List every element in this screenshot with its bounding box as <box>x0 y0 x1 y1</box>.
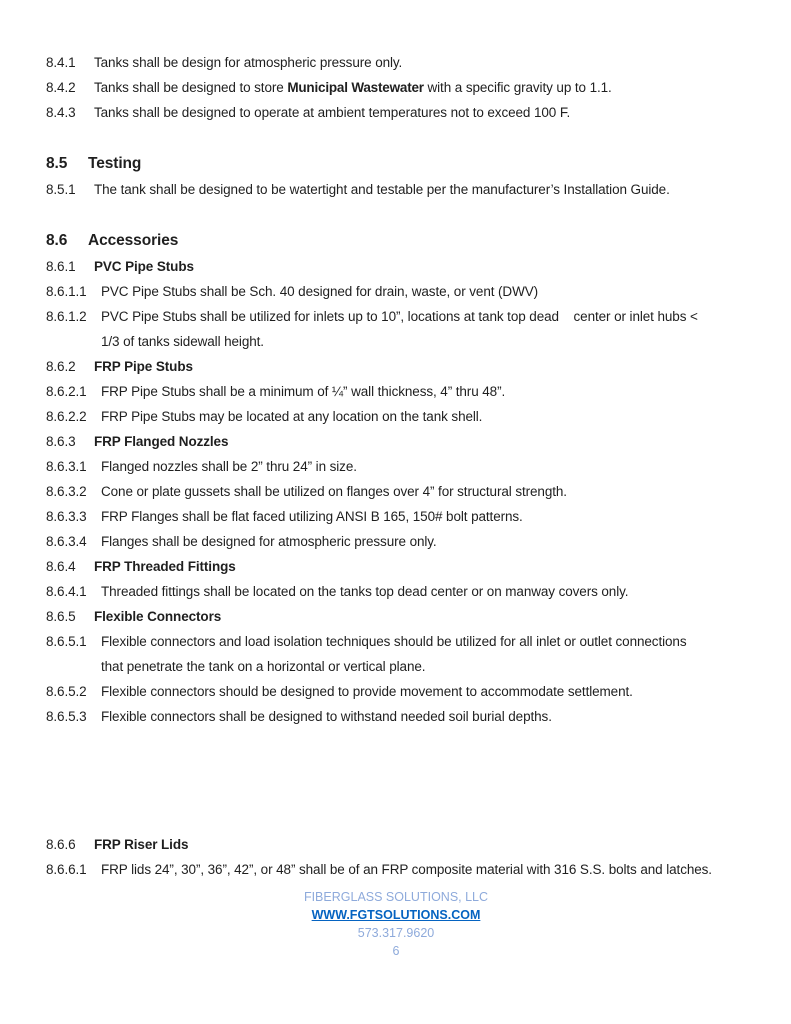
item-number: 8.6.5.3 <box>46 709 87 724</box>
footer-website-link[interactable]: WWW.FGTSOLUTIONS.COM <box>311 908 481 922</box>
inline-text: Tanks shall be designed to operate at ambient temperatures not to exceed 100 F. <box>94 105 571 120</box>
spec-item-8.6.1.2 <box>46 304 746 354</box>
item-number: 8.6.2 <box>46 359 76 374</box>
item-number: 8.5 <box>46 155 68 172</box>
item-text <box>94 177 746 202</box>
spec-item-8.6.5.1 <box>46 629 746 679</box>
item-number: 8.6 <box>46 232 68 249</box>
inline-text: Tanks shall be design for atmospheric pressure only. <box>94 55 403 70</box>
item-text <box>101 379 746 404</box>
section-title: Accessories <box>88 232 179 249</box>
item-text <box>101 279 746 304</box>
item-text <box>101 454 746 479</box>
inline-text: FRP lids 24”, 30”, 36”, 42”, or 48” shall be of an FRP composite material with 316 S.S. bolts and latches. <box>101 862 712 877</box>
inline-text: Flexible connectors shall be designed to withstand needed soil burial depths. <box>101 709 552 724</box>
spec-item-8.6.6.1 <box>46 857 746 882</box>
item-number: 8.6.3.2 <box>46 484 87 499</box>
spec-item-8.4.2 <box>46 75 746 100</box>
item-number: 8.4.1 <box>46 55 76 70</box>
section-title: Testing <box>88 155 142 172</box>
inline-text: Cone or plate gussets shall be utilized on flanges over 4” for structural strength. <box>101 484 567 499</box>
item-text <box>101 504 746 529</box>
item-number: 8.6.4.1 <box>46 584 87 599</box>
item-number: 8.6.3.1 <box>46 459 87 474</box>
inline-text: 1/3 of tanks sidewall height. <box>101 334 264 349</box>
item-number: 8.6.2.2 <box>46 409 87 424</box>
item-text <box>101 304 746 354</box>
item-number: 8.6.3.3 <box>46 509 87 524</box>
item-text <box>101 857 746 882</box>
item-text <box>101 529 746 554</box>
section-heading-8.6.6 <box>46 832 746 857</box>
section-title: FRP Flanged Nozzles <box>94 434 229 449</box>
section-title: Flexible Connectors <box>94 609 222 624</box>
inline-field-text: Municipal Wastewater <box>287 80 424 95</box>
item-number: 8.6.5.1 <box>46 634 87 649</box>
section-title: FRP Threaded Fittings <box>94 559 236 574</box>
inline-text: PVC Pipe Stubs shall be utilized for inlets up to 10”, locations at tank top dead center or inlet hubs < <box>101 309 698 324</box>
item-number: 8.6.4 <box>46 559 76 574</box>
item-number: 8.6.3 <box>46 434 76 449</box>
item-text <box>94 75 746 100</box>
inline-text: Tanks shall be designed to store <box>94 80 288 95</box>
item-number: 8.4.2 <box>46 80 76 95</box>
item-number: 8.6.5.2 <box>46 684 87 699</box>
section-title: FRP Pipe Stubs <box>94 359 193 374</box>
inline-text: with a specific gravity up to 1.1. <box>423 80 612 95</box>
section-heading-8.6.5 <box>46 604 746 629</box>
inline-text: Threaded fittings shall be located on the tanks top dead center or on manway covers only. <box>101 584 629 599</box>
item-number: 8.6.1 <box>46 259 76 274</box>
spec-item-8.4.1 <box>46 50 746 75</box>
page-number: 6 <box>392 944 400 958</box>
footer-website-row <box>46 906 746 924</box>
spec-item-8.6.1.1 <box>46 279 746 304</box>
inline-text: PVC Pipe Stubs shall be Sch. 40 designed for drain, waste, or vent (DWV) <box>101 284 539 299</box>
spec-item-8.6.5.2 <box>46 679 746 704</box>
spec-item-8.6.2.1 <box>46 379 746 404</box>
page-footer <box>46 888 746 960</box>
spec-item-8.6.5.3 <box>46 704 746 729</box>
item-text <box>94 50 746 75</box>
item-number: 8.6.2.1 <box>46 384 87 399</box>
item-text <box>101 629 746 679</box>
spec-item-8.6.3.4 <box>46 529 746 554</box>
section-heading-8.6 <box>46 227 746 254</box>
item-number: 8.4.3 <box>46 105 76 120</box>
section-heading-8.6.3 <box>46 429 746 454</box>
inline-text: Flexible connectors should be designed to provide movement to accommodate settlement. <box>101 684 633 699</box>
inline-text: that penetrate the tank on a horizontal or vertical plane. <box>101 659 426 674</box>
item-text <box>101 579 746 604</box>
inline-text: Flanges shall be designed for atmospheric pressure only. <box>101 534 437 549</box>
inline-text: FRP Pipe Stubs shall be a minimum of ¼” wall thickness, 4” thru 48”. <box>101 384 506 399</box>
footer-phone: 573.317.9620 <box>357 926 435 940</box>
spec-item-8.6.3.1 <box>46 454 746 479</box>
item-text <box>101 704 746 729</box>
item-number: 8.6.1.1 <box>46 284 87 299</box>
spec-item-8.4.3 <box>46 100 746 125</box>
item-number: 8.5.1 <box>46 182 76 197</box>
item-number: 8.6.3.4 <box>46 534 87 549</box>
item-text <box>94 100 746 125</box>
section-heading-8.6.2 <box>46 354 746 379</box>
item-number: 8.6.6.1 <box>46 862 87 877</box>
section-title: PVC Pipe Stubs <box>94 259 194 274</box>
item-text <box>101 479 746 504</box>
spec-item-8.6.2.2 <box>46 404 746 429</box>
item-number: 8.6.1.2 <box>46 309 87 324</box>
section-heading-8.5 <box>46 150 746 177</box>
footer-company: FIBERGLASS SOLUTIONS, LLC <box>303 890 489 904</box>
spec-item-8.6.3.2 <box>46 479 746 504</box>
section-heading-8.6.1 <box>46 254 746 279</box>
item-number: 8.6.5 <box>46 609 76 624</box>
section-heading-8.6.4 <box>46 554 746 579</box>
spec-item-8.6.3.3 <box>46 504 746 529</box>
item-text <box>101 404 746 429</box>
section-title: FRP Riser Lids <box>94 837 189 852</box>
spec-item-8.6.4.1 <box>46 579 746 604</box>
inline-text: FRP Flanges shall be flat faced utilizing ANSI B 165, 150# bolt patterns. <box>101 509 523 524</box>
inline-text: FRP Pipe Stubs may be located at any location on the tank shell. <box>101 409 483 424</box>
item-number: 8.6.6 <box>46 837 76 852</box>
spec-item-8.5.1 <box>46 177 746 202</box>
item-text <box>101 679 746 704</box>
inline-text: Flexible connectors and load isolation techniques should be utilized for all inlet or outlet connections <box>101 634 687 649</box>
inline-text: The tank shall be designed to be watertight and testable per the manufacturer’s Installation Guide. <box>94 182 670 197</box>
inline-text: Flanged nozzles shall be 2” thru 24” in size. <box>101 459 357 474</box>
